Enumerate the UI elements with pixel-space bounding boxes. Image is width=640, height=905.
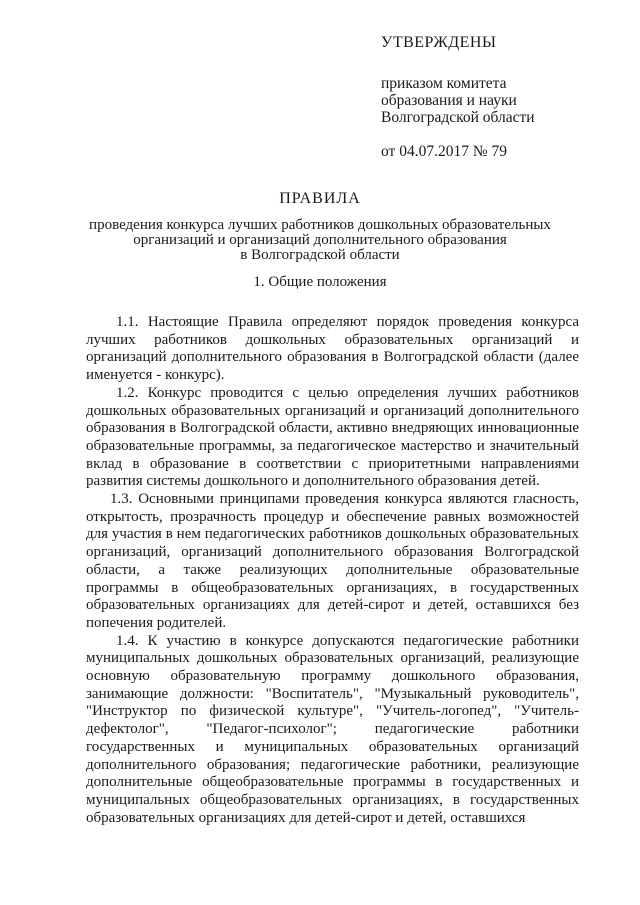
approval-order-line: Волгоградской области bbox=[381, 109, 535, 126]
document-subtitle bbox=[60, 218, 580, 263]
paragraph-1-2: 1.2. Конкурс проводится с целью определения лучших работников дошкольных образовательных организаций и организаций дополнительного образования в Волгоградской области, активно внедряющих инновационные образовательные программы, за педагогическое мастерство и значительный вклад в образование в соответствии с приоритетными направлениями развития системы дошкольного и дополнительного образования детей. bbox=[86, 384, 579, 490]
document-title: ПРАВИЛА bbox=[279, 190, 361, 207]
subtitle-line: проведения конкурса лучших работников дошкольных образовательных bbox=[89, 217, 551, 233]
approval-order bbox=[381, 75, 611, 126]
approval-date-number: от 04.07.2017 № 79 bbox=[381, 143, 507, 160]
document-body bbox=[86, 314, 579, 827]
subtitle-line: организаций и организаций дополнительного образования bbox=[133, 232, 507, 248]
approval-order-line: приказом комитета bbox=[381, 75, 507, 92]
paragraph-1-1: 1.1. Настоящие Правила определяют порядок проведения конкурса лучших работников дошкольных образовательных организаций и организаций дополнительного образования в Волгоградской области (далее именуется - конкурс). bbox=[86, 314, 579, 384]
approval-order-line: образования и науки bbox=[381, 92, 517, 109]
subtitle-line: в Волгоградской области bbox=[240, 247, 400, 263]
paragraph-1-4: 1.4. К участию в конкурсе допускаются педагогические работники муниципальных дошкольных образовательных организаций, реализующие основную образовательную программу дошкольного образования, занимающие должности: "Воспитатель", "Музыкальный руководитель", "Инструктор по физической культуре", "Учитель-логопед", "Учитель-дефектолог", "Педагог-психолог"; педагогические работники государственных и муниципальных образовательных организаций дополнительного образования; педагогические работники, реализующие дополнительные общеобразовательные программы в государственных и муниципальных общеобразовательных организациях, в государственных образовательных организациях для детей-сирот и детей, оставшихся bbox=[86, 632, 579, 826]
paragraph-1-3: 1.3. Основными принципами проведения конкурса являются гласность, открытость, прозрачность процедур и обеспечение равных возможностей для участия в нем педагогических работников дошкольных образовательных организаций, организаций дополнительного образования Волгоградской области, а также реализующих дополнительные образовательные программы в общеобразовательных организациях, в государственных образовательных организациях для детей-сирот и детей, оставшихся без попечения родителей. bbox=[86, 491, 579, 631]
section-heading: 1. Общие положения bbox=[253, 274, 387, 290]
approval-block bbox=[381, 34, 611, 160]
approval-title: УТВЕРЖДЕНЫ bbox=[381, 34, 497, 51]
